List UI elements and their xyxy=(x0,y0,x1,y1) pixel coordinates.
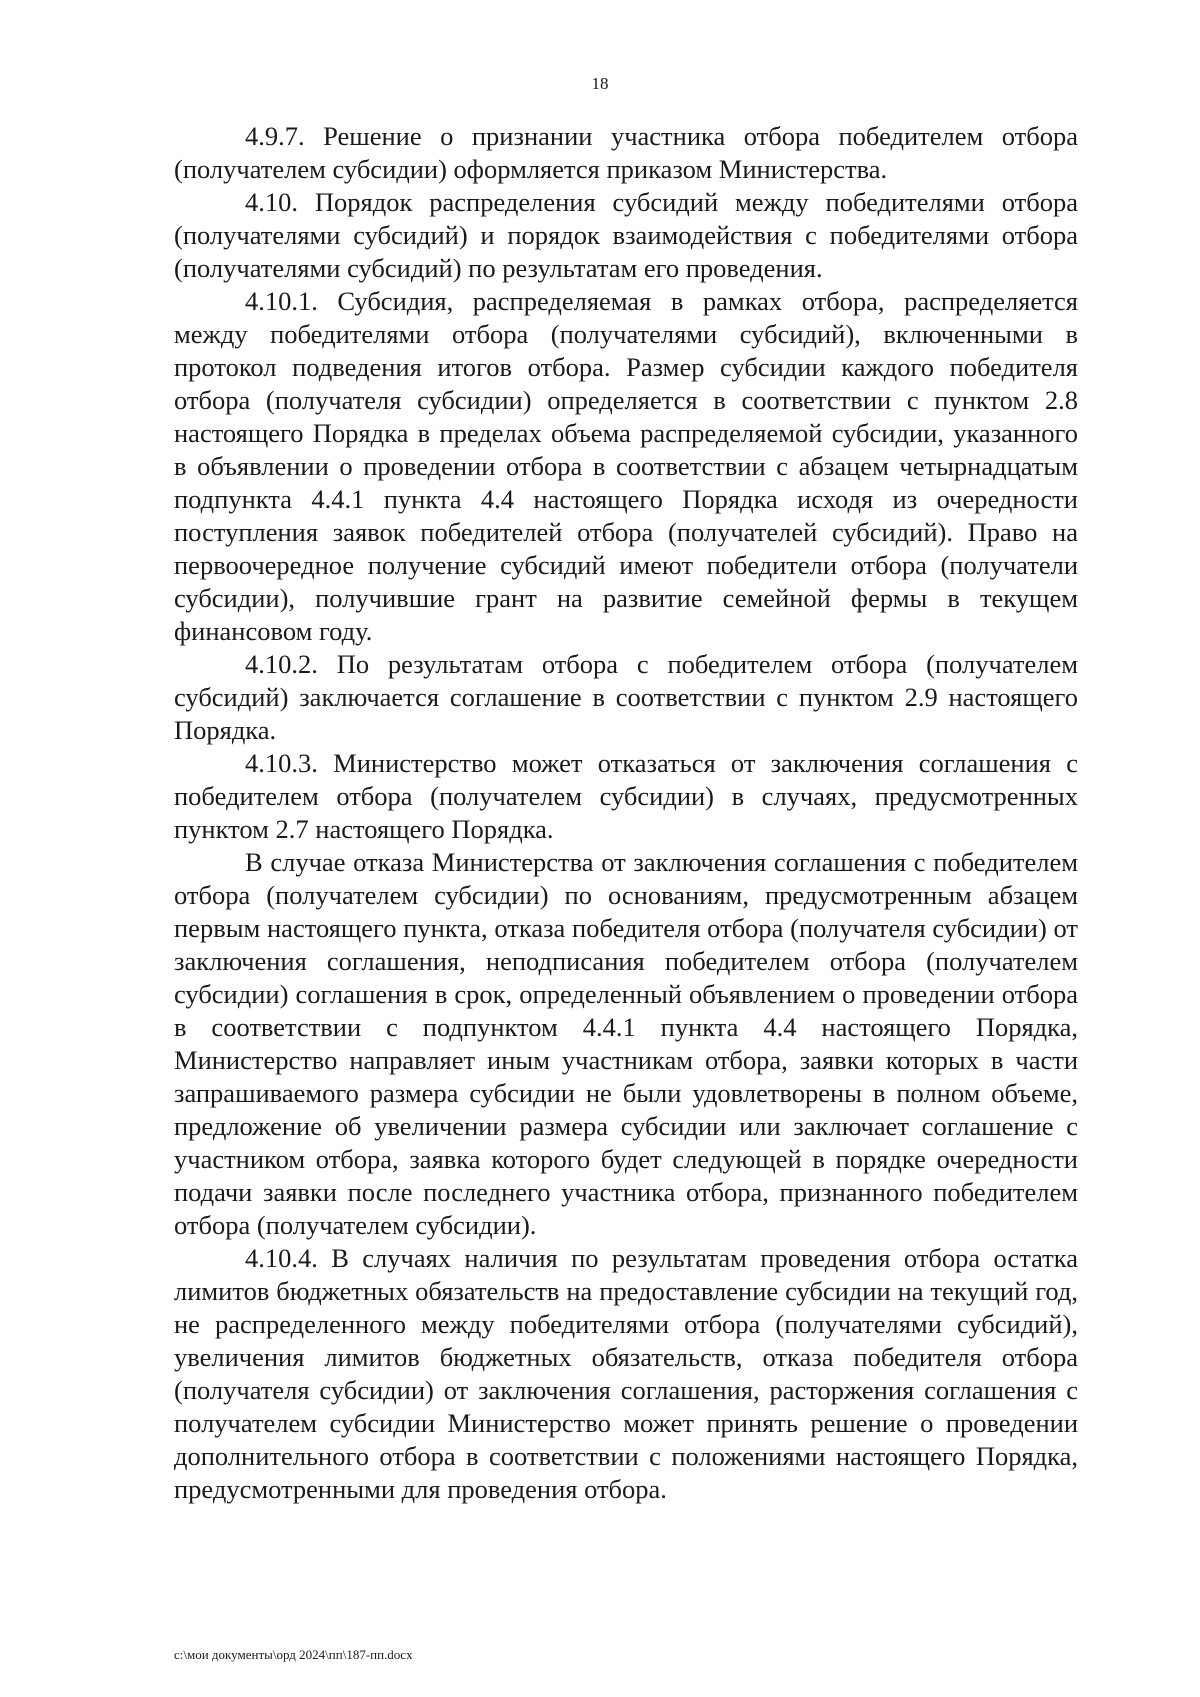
footer-file-path: c:\мои документы\орд 2024\пп\187-пп.docx xyxy=(174,1647,413,1662)
paragraph-4-10-4: 4.10.4. В случаях наличия по результатам проведения отбора остатка лимитов бюджетных обязательств на предоставление субсидии на текущий год, не распределенного между победителями отбора (получателями субсидий), увеличения лимитов бюджетных обязательств, отказа победителя отбора (получателя субсидии) от заключения соглашения, расторжения соглашения с получателем субсидии Министерство может принять решение о проведении дополнительного отбора в соответствии с положениями настоящего Порядка, предусмотренными для проведения отбора. xyxy=(174,1243,1078,1504)
page-number: 18 xyxy=(591,74,609,93)
paragraph-4-10: 4.10. Порядок распределения субсидий между победителями отбора (получателями субсидий) и порядок взаимодействия с победителями отбора (получателями субсидий) по результатам его проведения. xyxy=(174,187,1078,283)
paragraph-4-10-3: 4.10.3. Министерство может отказаться от заключения соглашения с победителем отбора (получателем субсидии) в случаях, предусмотренных пунктом 2.7 настоящего Порядка. xyxy=(174,748,1078,844)
paragraph-refusal-case: В случае отказа Министерства от заключения соглашения с победителем отбора (получателем субсидии) по основаниям, предусмотренным абзацем первым настоящего пункта, отказа победителя отбора (получателя субсидии) от заключения соглашения, неподписания победителем отбора (получателем субсидии) соглашения в срок, определенный объявлением о проведении отбора в соответствии с подпунктом 4.4.1 пункта 4.4 настоящего Порядка, Министерство направляет иным участникам отбора, заявки которых в части запрашиваемого размера субсидии не были удовлетворены в полном объеме, предложение об увеличении размера субсидии или заключает соглашение с участником отбора, заявка которого будет следующей в порядке очередности подачи заявки после последнего участника отбора, признанного победителем отбора (получателем субсидии). xyxy=(174,847,1078,1240)
paragraph-4-10-1: 4.10.1. Субсидия, распределяемая в рамках отбора, распределяется между победителями отбора (получателями субсидий), включенными в протокол подведения итогов отбора. Размер субсидии каждого победителя отбора (получателя субсидии) определяется в соответствии с пунктом 2.8 настоящего Порядка в пределах объема распределяемой субсидии, указанного в объявлении о проведении отбора в соответствии с абзацем четырнадцатым подпункта 4.4.1 пункта 4.4 настоящего Порядка исходя из очередности поступления заявок победителей отбора (получателей субсидий). Право на первоочередное получение субсидий имеют победители отбора (получатели субсидии), получившие грант на развитие семейной фермы в текущем финансовом году. xyxy=(174,286,1078,646)
paragraph-4-10-2: 4.10.2. По результатам отбора с победителем отбора (получателем субсидий) заключается соглашение в соответствии с пунктом 2.9 настоящего Порядка. xyxy=(174,649,1078,745)
document-body xyxy=(174,120,1078,1506)
paragraph-4-9-7: 4.9.7. Решение о признании участника отбора победителем отбора (получателем субсидии) оформляется приказом Министерства. xyxy=(174,121,1078,184)
